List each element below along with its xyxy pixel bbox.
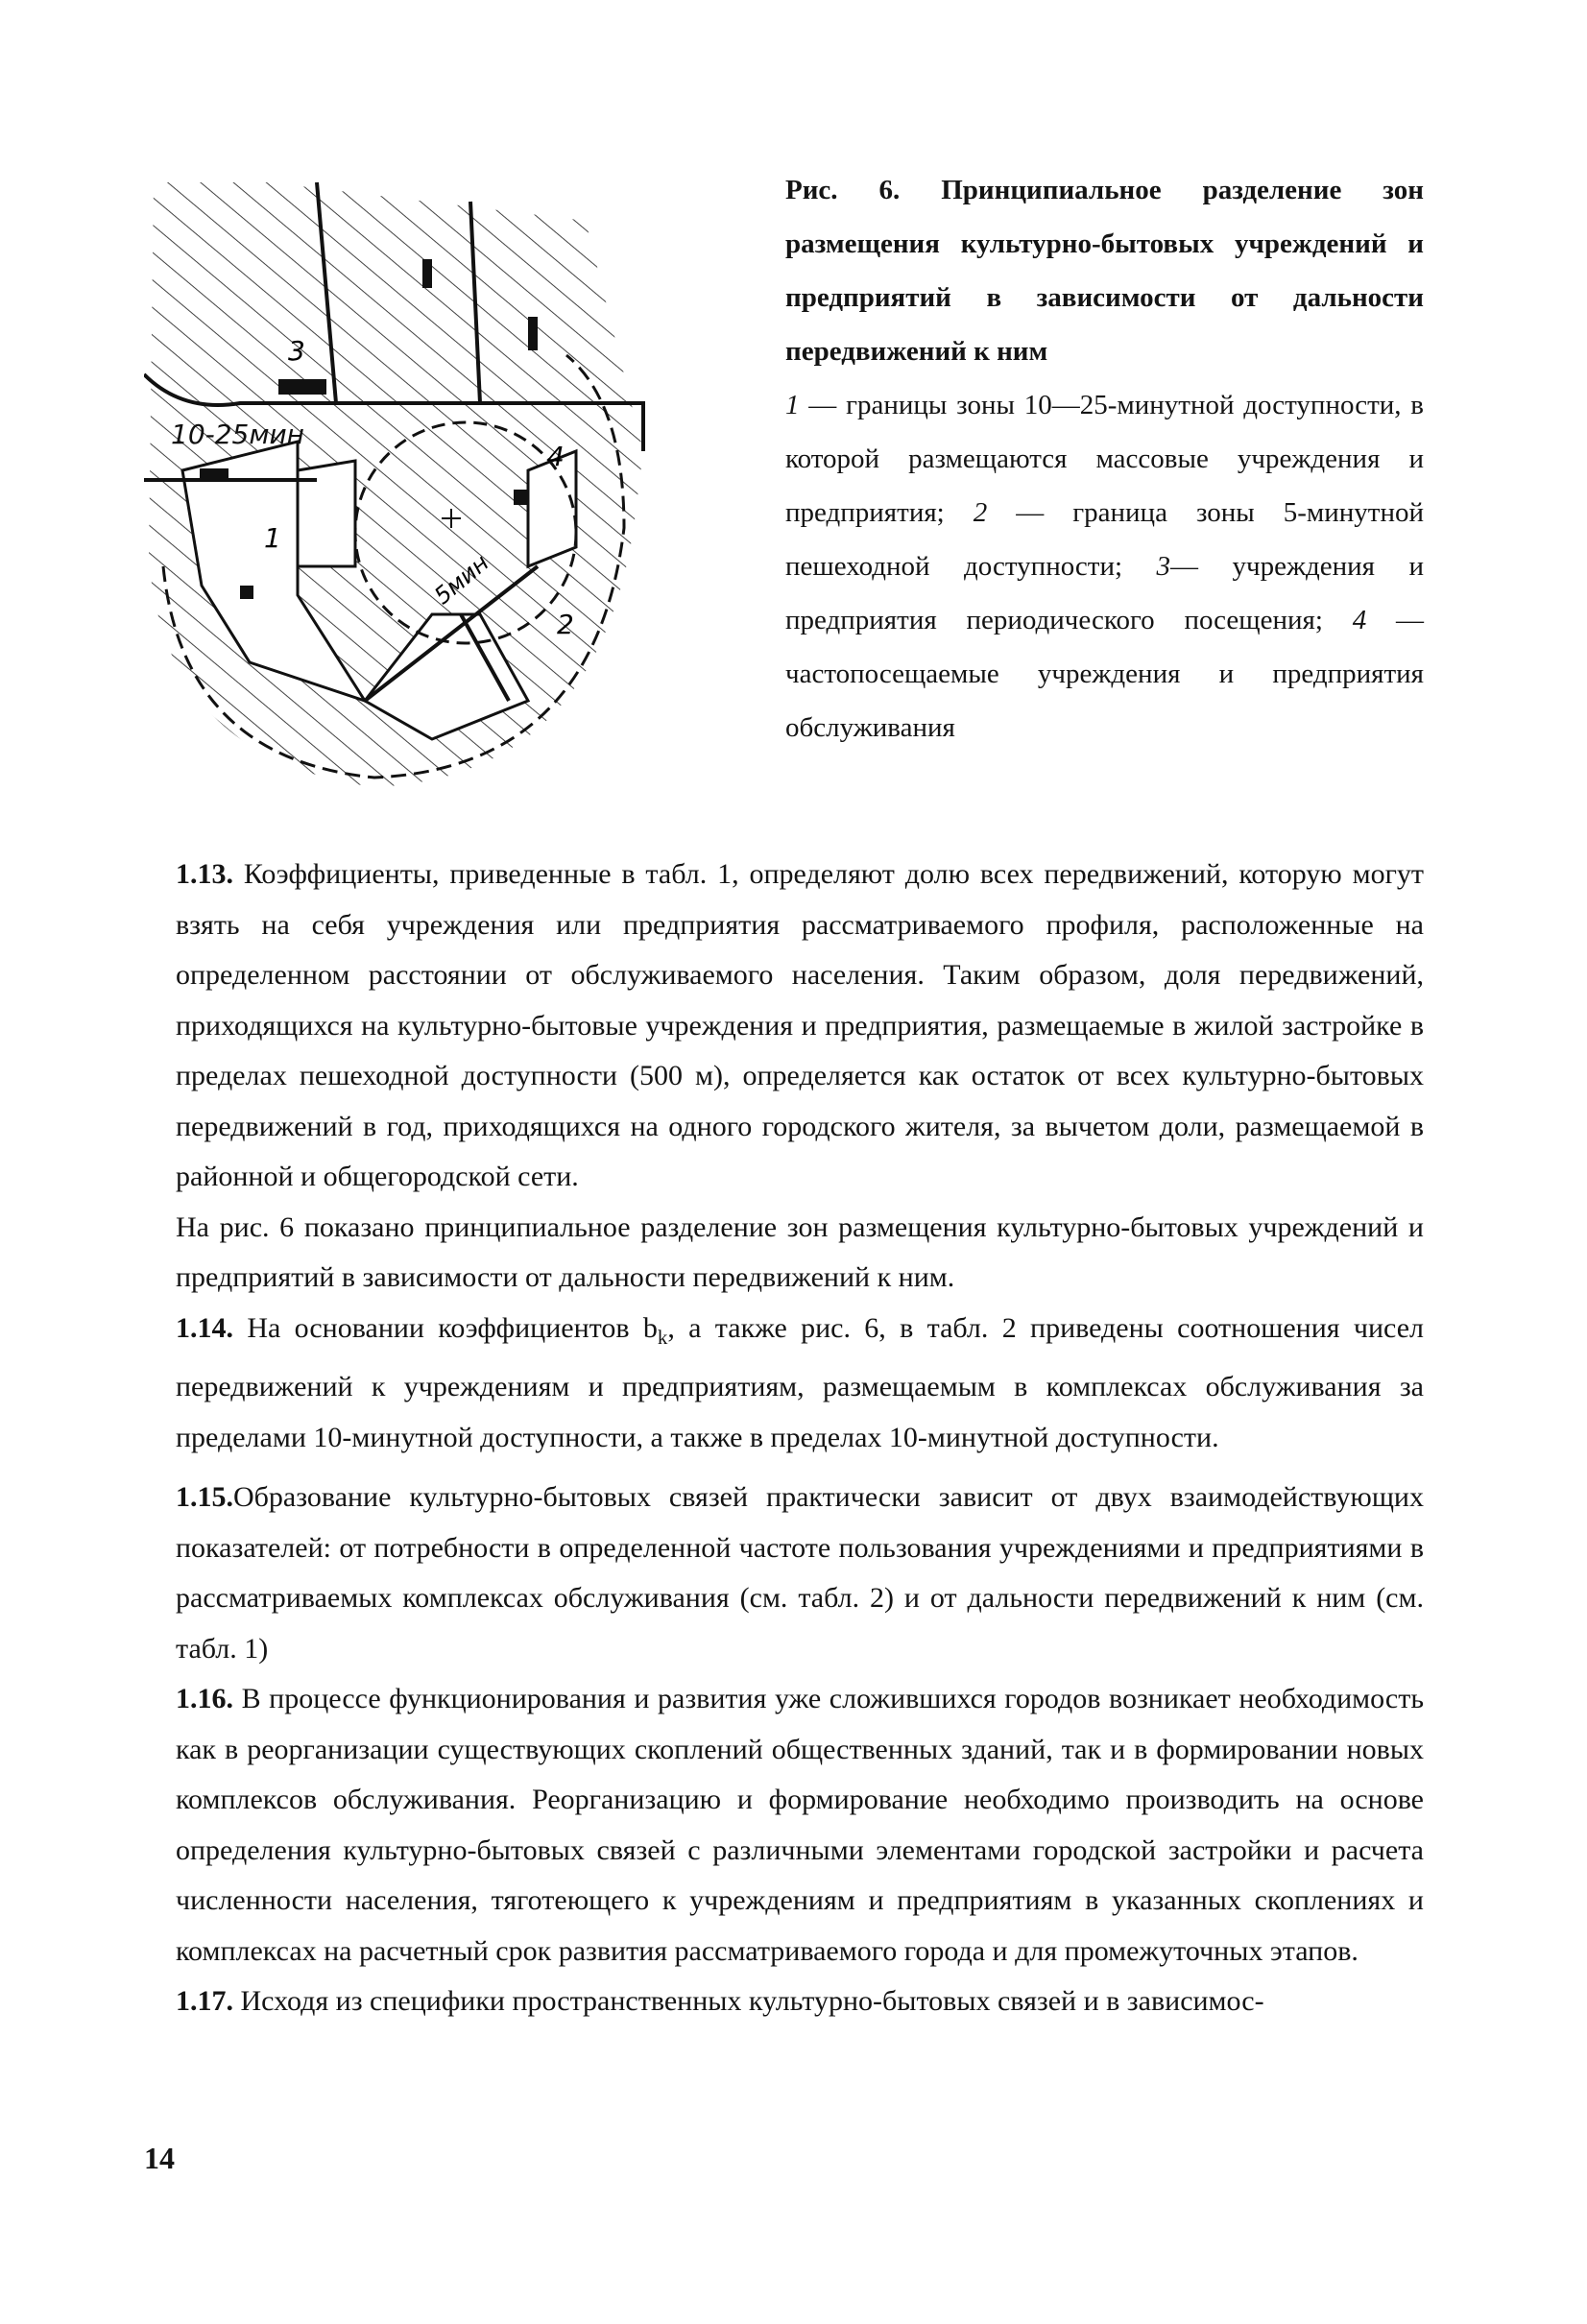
paragraph-number: 1.15. <box>176 1481 233 1513</box>
figure-title: Рис. 6. Принципиальное разделение зон размещения культурно-бытовых учреждений и предприятий в зависимости от дальности передвижений к ним <box>785 175 1424 367</box>
figure-caption <box>785 163 1424 755</box>
paragraph-1-13 <box>176 850 1424 1203</box>
legend-t3: — учреждения и предприятия периодического посещения; <box>785 551 1424 635</box>
paragraph-text: Коэффициенты, приведенные в табл. 1, определяют долю всех передвижений, которую могут взять на себя учреждения или предприятия рассматриваемого профиля, расположенные на определенном расстоянии от обслуживаемого населения. Таким образом, доля передвижений, приходящихся на культурно-бытовые учреждения и предприятия, размещаемые в жилой застройке в пределах пешеходной доступности (500 м), определяется как остаток от всех культурно-бытовых передвижений в год, приходящихся на одного городского жителя, за вычетом доли, размещаемой в районной и общегородской сети. <box>176 858 1424 1192</box>
paragraph-text-cont: , а также рис. 6, в табл. 2 приведены соотношения чисел передвижений к учреждениям и предприятиям, размещаемым в комплексах обслуживания за пределами 10-минутной доступности, а также в пределах 10-минутной доступности. <box>176 1311 1424 1453</box>
legend-n3: 3 <box>1156 551 1171 582</box>
paragraph-1-14 <box>176 1304 1424 1464</box>
paragraph-text: Образование культурно-бытовых связей практически зависит от двух взаимодействующих показателей: от потребности в определенной частоте пользования учреждениями и предприятиями в рассматриваемых комплексах обслуживания (см. табл. 2) и от дальности передвижений к ним (см. табл. 1) <box>176 1481 1424 1665</box>
label-1: 1 <box>264 522 281 554</box>
legend-n2: 2 <box>973 497 988 528</box>
paragraph-text: На основании коэффициентов b <box>233 1311 658 1344</box>
figure-legend <box>785 378 1424 755</box>
figure-6-diagram <box>144 163 710 806</box>
legend-t4: — частопосещаемые учреждения и предприятия обслуживания <box>785 605 1425 743</box>
subscript-k: k <box>657 1325 668 1349</box>
paragraph-1-16 <box>176 1674 1424 1977</box>
paragraph-number: 1.17. <box>176 1985 233 2017</box>
legend-n1: 1 <box>785 390 800 420</box>
paragraph-text: Исходя из специфики пространственных культурно-бытовых связей и в зависимос- <box>233 1985 1264 2017</box>
paragraph-1-15 <box>176 1473 1424 1674</box>
paragraph-text: В процессе функционирования и развития уже сложившихся городов возникает необходимость как в реорганизации существующих скоплений общественных зданий, так и в формировании новых комплексов обслуживания. Реорганизацию и формирование необходимо производить на основе определения культурно-бытовых связей с различными элементами городской застройки и расчета численности населения, тяготеющего к учреждениям и предприятиям в указанных скоплениях и комплексах на расчетный срок развития рассматриваемого города и для промежуточных этапов. <box>176 1683 1424 1967</box>
paragraph-1-17 <box>176 1977 1424 2027</box>
body-text <box>176 850 1424 2027</box>
page-number: 14 <box>144 2141 175 2175</box>
paragraph-number: 1.16. <box>176 1683 233 1714</box>
label-5-min: 5мин <box>428 549 494 611</box>
label-3: 3 <box>288 335 305 367</box>
paragraph-number: 1.14. <box>176 1311 233 1344</box>
paragraph-1-13-continued: На рис. 6 показано принципиальное разделение зон размещения культурно-бытовых учреждений и предприятий в зависимости от дальности передвижений к ним. <box>176 1210 1424 1293</box>
label-10-25-min: 10-25мин <box>171 419 304 450</box>
label-4: 4 <box>547 441 565 472</box>
label-2: 2 <box>557 609 574 640</box>
paragraph-number: 1.13. <box>176 858 233 890</box>
legend-n4: 4 <box>1352 605 1367 635</box>
legend-t1: — границы зоны 10—25-минутной доступности, в которой размещаются массовые учреждения и предприятия; <box>785 390 1424 528</box>
legend-t2: — граница зоны 5-минутной пешеходной доступности; <box>785 497 1424 582</box>
